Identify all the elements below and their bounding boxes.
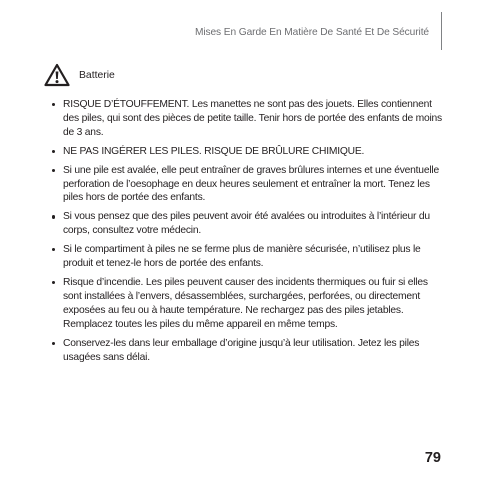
warning-triangle-icon	[44, 63, 70, 87]
list-item	[52, 243, 444, 271]
list-item-text: Risque d’incendie. Les piles peuvent causer des incidents thermiques ou fuir si elles sont installées à l’envers, désassemblées, surchargées, perforées, ou directement exposées au feu ou à haute température. Ne rechargez pas des piles jetables. Remplacez toutes les piles du même appareil en même temps.	[63, 276, 428, 330]
list-item	[52, 210, 444, 238]
bullet-icon	[52, 150, 55, 153]
bullet-icon	[52, 103, 55, 106]
bullet-icon	[52, 248, 55, 251]
list-item	[52, 145, 444, 159]
list-item	[52, 337, 444, 365]
list-item	[52, 98, 444, 140]
list-item-text: RISQUE D’ÉTOUFFEMENT. Les manettes ne sont pas des jouets. Elles contiennent des piles, qui sont des pièces de petite taille. Tenir hors de portée des enfants de moins de 3 ans.	[63, 99, 442, 138]
list-item-text: Si le compartiment à piles ne se ferme plus de manière sécurisée, n’utilisez plus le produit et tenez-le hors de portée des enfants.	[63, 244, 421, 270]
list-item-text: Si une pile est avalée, elle peut entraîner de graves brûlures internes et une éventuelle perforation de l’oesophage en deux heures seulement et entraîner la mort. Tenez les piles hors de portée des enfants.	[63, 164, 439, 204]
running-header: Mises En Garde En Matière De Santé Et De Sécurité	[194, 27, 429, 38]
bullet-icon	[52, 169, 55, 172]
list-item	[52, 164, 444, 206]
section-title: Batterie	[79, 69, 115, 81]
header-divider	[441, 12, 442, 50]
section-heading	[44, 62, 115, 88]
list-item-text: Si vous pensez que des piles peuvent avoir été avalées ou introduites à l’intérieur du corps, consultez votre médecin.	[63, 211, 430, 237]
list-item-text: NE PAS INGÉRER LES PILES. RISQUE DE BRÛLURE CHIMIQUE.	[63, 145, 365, 157]
list-item-text: Conservez-les dans leur emballage d’origine jusqu’à leur utilisation. Jetez les piles usagées sans délai.	[63, 337, 420, 363]
warning-list	[52, 98, 444, 369]
bullet-icon	[52, 215, 55, 218]
bullet-icon	[52, 281, 55, 284]
list-item	[52, 276, 444, 332]
page-number: 79	[424, 450, 441, 466]
bullet-icon	[52, 342, 55, 345]
